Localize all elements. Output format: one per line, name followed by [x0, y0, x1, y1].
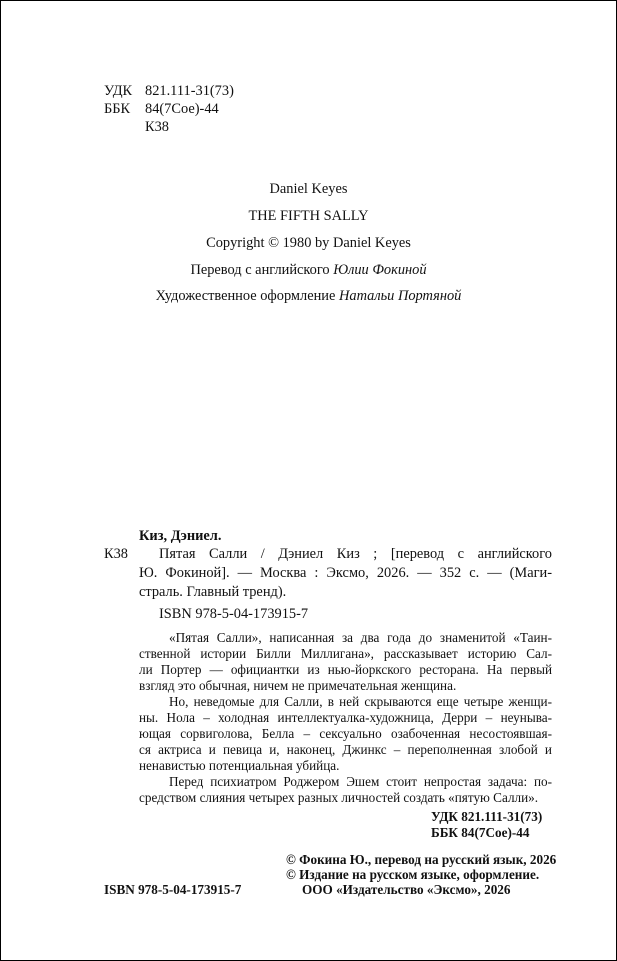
annotation-line: ся актриса и певица и, наконец, Джинкс – переполненная злобой и: [139, 742, 552, 757]
udk-label: УДК: [104, 83, 133, 99]
copyright-line: Copyright © 1980 by Daniel Keyes: [206, 235, 411, 251]
annotation-paragraph-2: [139, 694, 552, 774]
footer-bbk: ББК 84(7Сое)-44: [431, 825, 530, 840]
annotation-paragraph-3: [139, 774, 552, 806]
annotation-line: ющая сорвиголова, Белла – сексуально озабоченная несостоявшая-: [139, 726, 552, 741]
bbk-label: ББК: [104, 101, 131, 117]
annotation-line: ли Портер — официантки из нью-йоркского ресторана. На первый: [139, 662, 552, 677]
copyright-publisher: ООО «Издательство «Эксмо», 2026: [302, 882, 511, 897]
author-english: Daniel Keyes: [269, 181, 348, 197]
catalog-description: [139, 545, 552, 602]
annotation-line: Перед психиатром Роджером Эшем стоит непростая задача: по-: [169, 774, 552, 789]
footer-udk: УДК 821.111-31(73): [431, 809, 543, 824]
catalog-author-heading: Киз, Дэниел.: [139, 528, 222, 544]
annotation-line: ны. Нола – холодная интеллектуалка-художница, Дерри – неуныва-: [139, 710, 552, 725]
annotation-line: Но, неведомые для Салли, в ней скрываются еще четыре женщи-: [169, 694, 552, 709]
translation-prefix: Перевод с английского: [190, 262, 334, 278]
catalog-mark: К38: [104, 546, 128, 562]
annotation-paragraph-1: [139, 630, 552, 694]
catalog-line: страль. Главный тренд).: [139, 584, 287, 600]
translation-credit: [0, 261, 617, 280]
catalog-line: Ю. Фокиной]. — Москва : Эксмо, 2026. — 352 с. — (Маги-: [139, 565, 552, 581]
copyright-edition: © Издание на русском языке, оформление.: [286, 867, 540, 882]
bottom-isbn: ISBN 978-5-04-173915-7: [104, 882, 242, 897]
design-credit: [0, 287, 617, 306]
annotation-line: «Пятая Салли», написанная за два года до знаменитой «Таин-: [169, 630, 552, 645]
annotation-line: взгляд это обычная, ничем не примечательная женщина.: [139, 678, 457, 693]
author-mark: К38: [145, 119, 169, 135]
designer-name: Натальи Портяной: [339, 288, 462, 304]
catalog-isbn: ISBN 978-5-04-173915-7: [159, 606, 309, 622]
bbk-value: 84(7Сое)-44: [145, 101, 219, 117]
title-english: THE FIFTH SALLY: [248, 208, 369, 224]
translator-name: Юлии Фокиной: [333, 262, 427, 278]
udk-value: 821.111-31(73): [145, 83, 234, 99]
annotation-line: средством слияния четырех разных личностей создать «пятую Салли».: [139, 790, 539, 805]
design-prefix: Художественное оформление: [155, 288, 339, 304]
copyright-translation: © Фокина Ю., перевод на русский язык, 2026: [286, 852, 557, 867]
catalog-line: Пятая Салли / Дэниел Киз ; [перевод с английского: [159, 546, 552, 562]
annotation-line: ственной истории Билли Миллигана», рассказывает историю Сал-: [139, 646, 552, 661]
annotation-line: ненавистью потенциальная убийца.: [139, 758, 340, 773]
